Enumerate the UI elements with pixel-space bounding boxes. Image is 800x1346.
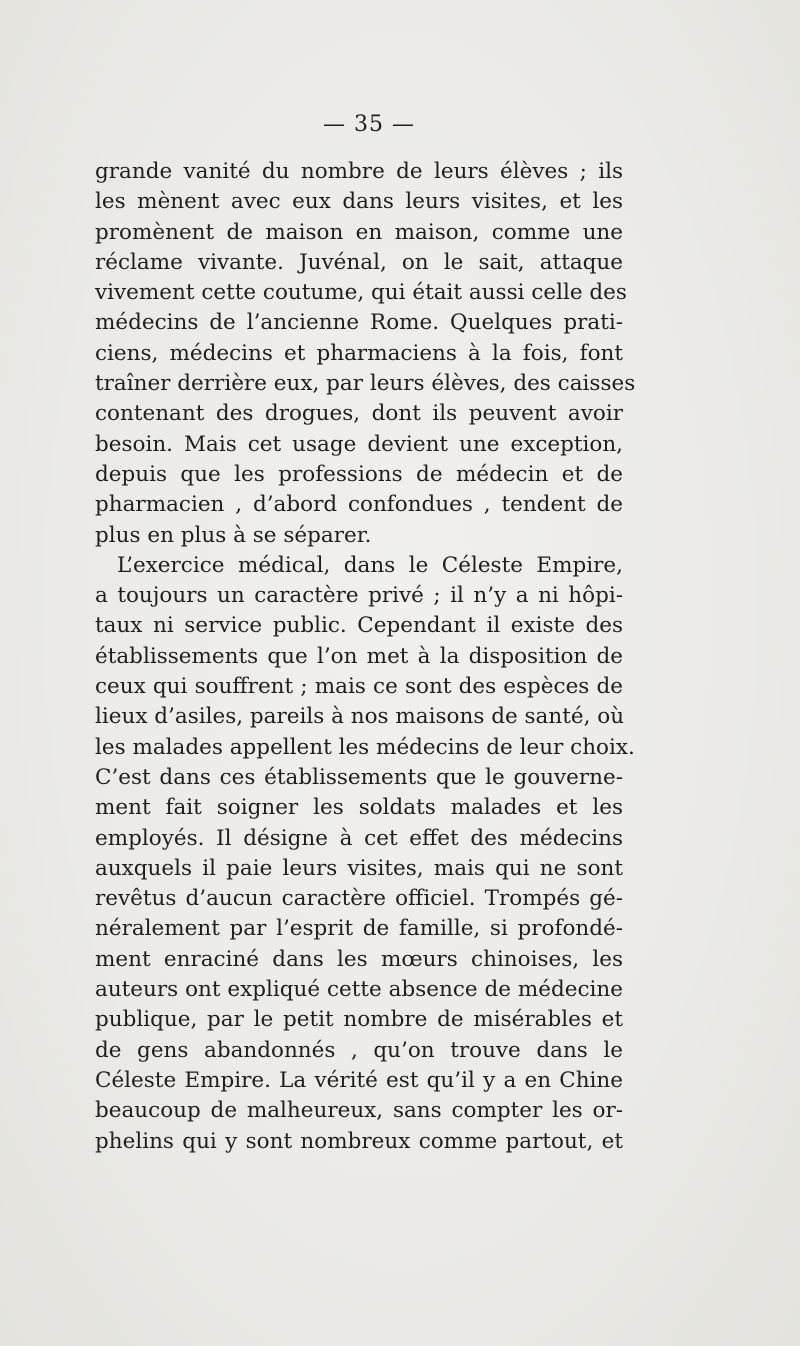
text-line: revêtus d’aucun caractère officiel. Trompés gé- <box>95 886 623 912</box>
text-line: ment enraciné dans les mœurs chinoises, les <box>95 946 623 972</box>
text-line: de gens abandonnés , qu’on trouve dans le <box>95 1037 623 1063</box>
text-line: néralement par l’esprit de famille, si profondé- <box>95 916 623 942</box>
text-line: ment fait soigner les soldats malades et les <box>95 795 623 821</box>
page-number: — 35 — <box>323 112 415 137</box>
text-line: grande vanité du nombre de leurs élèves ; ils <box>95 159 623 184</box>
text-line: médecins de l’ancienne Rome. Quelques prati- <box>95 310 623 336</box>
body-text <box>95 157 636 1157</box>
text-line: beaucoup de malheureux, sans compter les or- <box>95 1098 623 1124</box>
text-line: taux ni service public. Cependant il existe des <box>95 613 623 639</box>
text-line: ceux qui souffrent ; mais ce sont des espèces de <box>95 674 623 700</box>
text-line: employés. Il désigne à cet effet des médecins <box>95 825 623 851</box>
text-line: lieux d’asiles, pareils à nos maisons de santé, où <box>95 704 625 730</box>
text-line: Céleste Empire. La vérité est qu’il y a en Chine <box>95 1067 623 1093</box>
text-line: auteurs ont expliqué cette absence de médecine <box>95 977 623 1003</box>
text-line: établissements que l’on met à la disposition de <box>95 643 623 669</box>
text-line: besoin. Mais cet usage devient une exception, <box>95 431 623 457</box>
paragraph-start-line: L’exercice médical, dans le Céleste Empire, <box>117 552 623 578</box>
text-line: traîner derrière eux, par leurs élèves, des caisses <box>95 371 636 397</box>
text-line: vivement cette coutume, qui était aussi celle des <box>95 280 627 306</box>
text-line: les mènent avec eux dans leurs visites, et les <box>95 189 623 215</box>
text-line: publique, par le petit nombre de misérables et <box>95 1007 623 1033</box>
text-line: plus en plus à se séparer. <box>95 522 372 548</box>
text-line: pharmacien , d’abord confondues , tendent de <box>95 492 623 518</box>
text-line: a toujours un caractère privé ; il n’y a ni hôpi- <box>95 583 623 609</box>
text-line: les malades appellent les médecins de leur choix. <box>95 734 635 760</box>
text-line: promènent de maison en maison, comme une <box>95 219 623 245</box>
text-line: phelins qui y sont nombreux comme partout, et <box>95 1128 623 1154</box>
text-line: réclame vivante. Juvénal, on le sait, attaque <box>95 249 623 275</box>
text-line: ciens, médecins et pharmaciens à la fois, font <box>95 340 623 366</box>
text-line: auxquels il paie leurs visites, mais qui ne sont <box>95 855 623 881</box>
text-line: C’est dans ces établissements que le gouverne- <box>95 764 623 790</box>
text-line: depuis que les professions de médecin et de <box>95 461 623 487</box>
text-line: contenant des drogues, dont ils peuvent avoir <box>95 401 623 427</box>
